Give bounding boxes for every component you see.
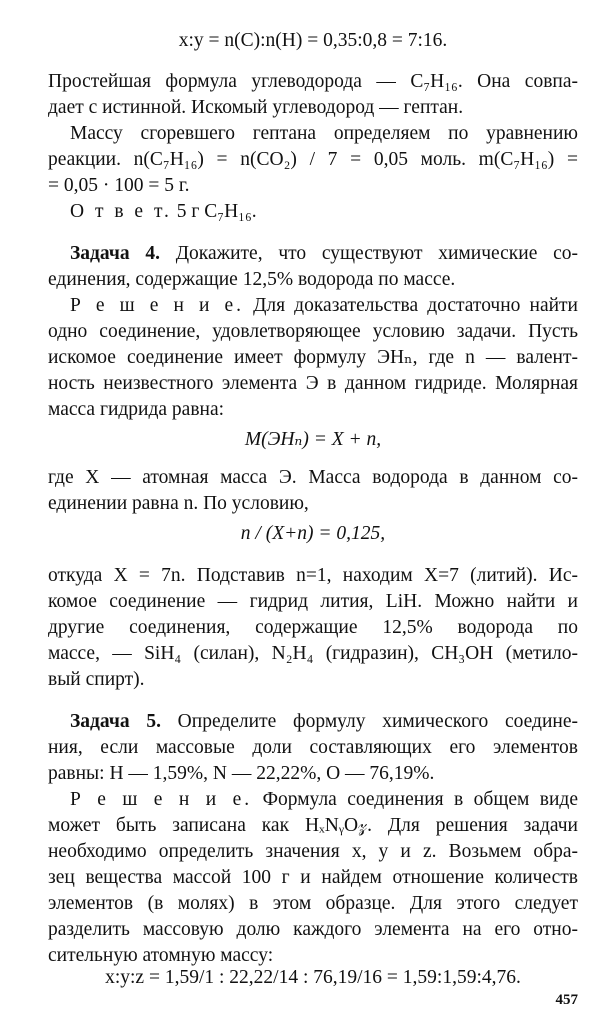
text-line: масса гидрида равна:	[48, 399, 225, 420]
text-line: комое соединение — гидрид лития, LiH. Можно найти и	[48, 591, 578, 612]
text-line: зец вещества массой 100 г и найдем отношение количеств	[48, 867, 578, 888]
formula-hydrogen-fraction	[48, 521, 578, 547]
formula-text: M(ЭHₙ) = X + n,	[244, 429, 382, 450]
text-line: равны: H — 1,59%, N — 22,22%, O — 76,19%.	[48, 763, 435, 784]
text-line: ния, если массовые доли составляющих его элементов	[48, 737, 578, 758]
formula-ratio-xyz: x:y:z = 1,59/1 : 22,22/14 : 76,19/16 = 1,59:1,59:4,76.	[105, 967, 521, 988]
text-line: ность неизвестного элемента Э в данном гидриде. Молярная	[48, 373, 578, 394]
solution-label: Р е ш е н и е.	[70, 789, 253, 810]
page-number: 457	[555, 992, 578, 1008]
task-5-heading	[48, 709, 578, 735]
task-4-text: Докажите, что существуют химические со-	[160, 243, 578, 264]
formula-molar-mass	[48, 427, 578, 453]
solution-line	[48, 787, 578, 813]
text-line: вый спирт).	[48, 669, 145, 690]
answer-value: 5 г C₇H₁₆.	[171, 201, 257, 222]
solution-line	[48, 293, 578, 319]
text-line: разделить массовую долю каждого элемента на его отно-	[48, 919, 578, 940]
formula-ratio-heptane: x:y = n(C):n(H) = 0,35:0,8 = 7:16.	[178, 30, 448, 51]
text-line: сительную атомную массу:	[48, 945, 274, 966]
text-line: единения, содержащие 12,5% водорода по массе.	[48, 269, 456, 290]
solution-label: Р е ш е н и е.	[70, 295, 245, 316]
task-4-heading	[48, 241, 578, 267]
task-5-text: Определите формулу химического соедине-	[160, 711, 578, 732]
solution-text: Для доказательства достаточно найти	[244, 295, 578, 316]
text-line: может быть записана как HₓNᵧO𝓏. Для решения задачи	[48, 815, 578, 836]
text-line: = 0,05 · 100 = 5 г.	[48, 175, 190, 196]
text-line: Простейшая формула углеводорода — C₇H₁₆. Она совпа-	[48, 71, 578, 92]
text-line: реакции. n(C₇H₁₆) = n(CO₂) / 7 = 0,05 моль. m(C₇H₁₆) =	[48, 149, 578, 170]
formula-text: n / (X+n) = 0,125,	[240, 523, 386, 544]
text-line: единении равна n. По условию,	[48, 493, 309, 514]
text-line: элементов (в молях) в этом образце. Для этого следует	[48, 893, 578, 914]
text-line: массе, — SiH₄ (силан), N₂H₄ (гидразин), CH₃OH (метило-	[48, 643, 578, 664]
text-line: откуда X = 7n. Подставив n=1, находим X=7 (литий). Ис-	[48, 565, 578, 586]
answer-label: О т в е т.	[70, 201, 172, 222]
task-5-label: Задача 5.	[70, 711, 161, 732]
text-line: Массу сгоревшего гептана определяем по уравнению	[70, 123, 578, 144]
text-line: другие соединения, содержащие 12,5% водорода по	[48, 617, 578, 638]
solution-text: Формула соединения в общем виде	[252, 789, 578, 810]
text-line: одно соединение, удовлетворяющее условию задачи. Пусть	[48, 321, 578, 342]
text-line: искомое соединение имеет формулу ЭHₙ, где n — валент-	[48, 347, 578, 368]
task-4-label: Задача 4.	[70, 243, 160, 264]
text-line: где X — атомная масса Э. Масса водорода в данном со-	[48, 467, 578, 488]
text-line: дает с истинной. Искомый углеводород — гептан.	[48, 97, 464, 118]
text-line: необходимо определить значения x, y и z. Возьмем обра-	[48, 841, 578, 862]
answer-line	[48, 199, 578, 225]
